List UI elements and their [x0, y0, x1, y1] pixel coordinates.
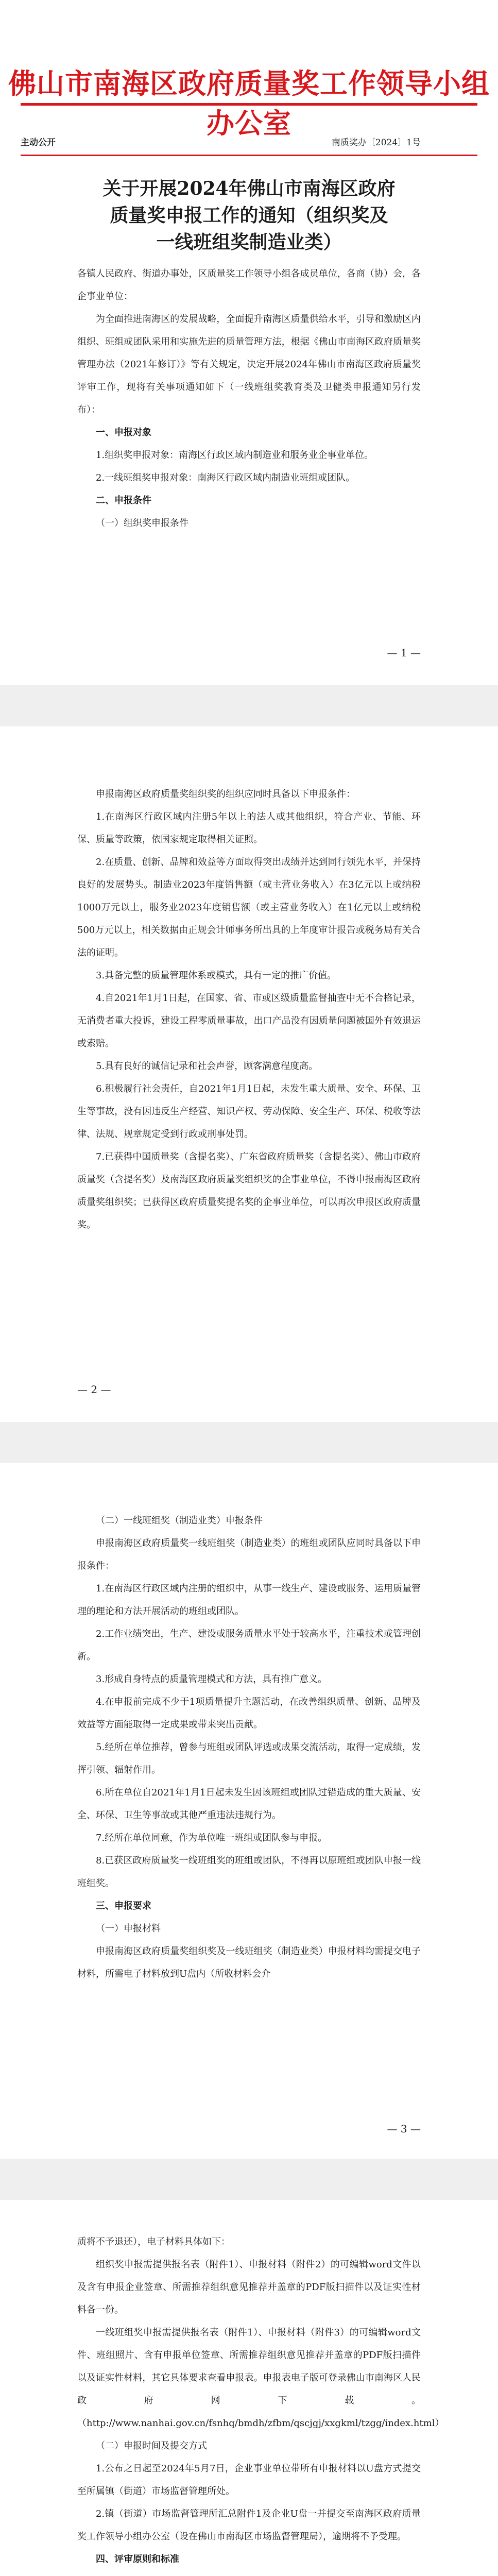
page-gap	[0, 685, 498, 726]
page-number: — 3 —	[387, 2123, 421, 2135]
subsection-heading: （二）申报时间及提交方式	[96, 2441, 207, 2451]
page-3	[0, 1463, 498, 2159]
paragraph: 为全面推进南海区的发展战略，全面提升南海区质量供给水平，引导和激励区内组织、班组或团队采用和实施先进的质量管理方法，根据《佛山市南海区政府质量奖管理办法（2021年修订）》等有关规定，决定开展2024年佛山市南海区政府质量奖评审工作，现将有关事项通知如下（一线班组奖教育类及卫健类申报通知另行发布）：	[77, 314, 421, 415]
paragraph: 1.在南海区行政区域内注册的组织中，从事一线生产、建设或服务、运用质量管理的理论和方法开展活动的班组或团队。	[77, 1583, 421, 1617]
red-divider-rule	[21, 155, 477, 156]
paragraph: 2.一线班组奖申报对象：南海区行政区域内制造业班组或团队。	[96, 472, 355, 483]
page-4-body	[77, 2231, 444, 2576]
page-number: — 2 —	[77, 1383, 111, 1396]
visibility-label: 主动公开	[21, 138, 56, 148]
page-2	[0, 726, 498, 1422]
page-2-body	[77, 783, 421, 1236]
notice-title-line: 关于开展2024年佛山市南海区政府	[102, 178, 396, 199]
section-heading: 一、申报对象	[96, 427, 151, 438]
paragraph: 一线班组奖申报需提供报名表（附件1）、申报材料（附件3）的可编辑word文件、班组照片、含有申报单位签章、所需推荐组织意见推荐并盖章的PDF版扫描件以及证实性材料，其它具体要求查看申报表。申报表电子版可登录佛山市南海区人民政府网下载。（http://www.nanhai.gov.cn/fsnhq/bmdh/zfbm/qscjgj/xxgkml/tzgg/index.html）	[77, 2327, 444, 2429]
page-gap	[0, 1422, 498, 1463]
page-3-body	[77, 1510, 421, 1986]
red-header-rule	[21, 103, 477, 106]
page-gap	[0, 2159, 498, 2200]
org-title: 佛山市南海区政府质量奖工作领导小组办公室	[8, 67, 490, 140]
paragraph: 申报南海区政府质量奖组织奖及一线班组奖（制造业类）申报材料均需提交电子材料，所需电子材料放到U盘内（所收材料会介	[77, 1946, 421, 1979]
paragraph: 3.形成自身特点的质量管理模式和方法，具有推广意义。	[96, 1674, 328, 1685]
paragraph: 8.已获区政府质量奖一线班组奖的班组或团队，不得再以原班组或团队申报一线班组奖。	[77, 1855, 421, 1889]
section-heading: 二、申报条件	[96, 495, 151, 506]
paragraph: 6.积极履行社会责任，自2021年1月1日起，未发生重大质量、安全、环保、卫生等事故，没有因违反生产经营、知识产权、劳动保障、安全生产、环保、税收等法律、法规、规章规定受到行政或刑事处罚。	[77, 1083, 421, 1140]
paragraph: 组织奖申报需提供报名表（附件1）、申报材料（附件2）的可编辑word文件以及含有申报企业签章、所需推荐组织意见推荐并盖章的PDF版扫描件以及证实性材料各一份。	[77, 2259, 421, 2315]
paragraph: 1.组织奖申报对象：南海区行政区域内制造业和服务业企事业单位。	[96, 450, 374, 461]
page-1	[0, 0, 498, 685]
notice-title-line: 一线班组奖制造业类）	[156, 231, 342, 253]
paragraph: 1.在南海区行政区域内注册5年以上的法人或其他组织，符合产业、节能、环保、质量等政策，依国家规定取得相关证照。	[77, 811, 421, 845]
paragraph: 申报南海区政府质量奖组织奖的组织应同时具备以下申报条件：	[96, 789, 355, 800]
paragraph: 4.自2021年1月1日起，在国家、省、市或区级质量监督抽查中无不合格记录，无消费者重大投诉，建设工程零质量事故，出口产品没有因质量问题被国外有效退运或索赔。	[77, 993, 421, 1049]
paragraph: 2.在质量、创新、品牌和效益等方面取得突出成绩并达到同行领先水平，并保持良好的发展势头。制造业2023年度销售额（或主营业务收入）在3亿元以上或纳税1000万元以上，服务业2023年度销售额（或主营业务收入）在1亿元以上或纳税500万元以上，相关数据由正规会计师事务所出具的上年度审计报告或税务局有关合法的证明。	[77, 857, 421, 958]
subsection-heading: （一）组织奖申报条件	[96, 518, 188, 529]
subsection-heading	[77, 2571, 421, 2576]
document-number: 南质奖办〔2024〕1号	[331, 138, 421, 148]
section-heading: 四、评审原则和标准	[96, 2554, 179, 2565]
page-4	[0, 2200, 498, 2576]
paragraph: 7.已获得中国质量奖（含提名奖）、广东省政府质量奖（含提名奖）、佛山市政府质量奖（含提名奖）及南海区政府质量奖组织奖的企事业单位，不得申报南海区政府质量奖组织奖；已获得区政府质量奖提名奖的企事业单位，可以再次申报区政府质量奖。	[77, 1151, 421, 1230]
paragraph: 申报南海区政府质量奖一线班组奖（制造业类）的班组或团队应同时具备以下申报条件：	[77, 1538, 421, 1571]
page-1-body	[77, 263, 421, 535]
notice-title	[0, 175, 498, 256]
paragraph: 2.镇（街道）市场监督管理所汇总附件1及企业U盘一并提交至南海区政府质量奖工作领导小组办公室（设在佛山市南海区市场监督管理局），逾期将不予受理。	[77, 2509, 421, 2542]
paragraph: 6.所在单位自2021年1月1日起未发生因该班组或团队过错造成的重大质量、安全、环保、卫生等事故或其他严重违法违规行为。	[77, 1787, 421, 1821]
paragraph: 5.经所在单位推荐，曾参与班组或团队评选或成果交流活动，取得一定成绩，发挥引领、辐射作用。	[77, 1742, 421, 1775]
paragraph: 质将不予退还），电子材料具体如下：	[77, 2236, 230, 2247]
page-number: — 1 —	[387, 647, 421, 659]
paragraph: 3.具备完整的质量管理体系或模式，具有一定的推广价值。	[96, 970, 337, 981]
salutation: 各镇人民政府、街道办事处，区质量奖工作领导小组各成员单位，各商（协）会，各企事业单位：	[77, 268, 421, 302]
notice-title-line: 质量奖申报工作的通知（组织奖及	[110, 205, 388, 226]
paragraph: 2.工作业绩突出，生产、建设或服务质量水平处于较高水平，注重技术或管理创新。	[77, 1629, 421, 1662]
paragraph: 4.在申报前完成不少于1项质量提升主题活动，在改善组织质量、创新、品牌及效益等方面能取得一定成果或带来突出贡献。	[77, 1697, 421, 1730]
paragraph: 1.公布之日起至2024年5月7日，企业事业单位带所有申报材料以U盘方式提交至所属镇（街道）市场监督管理所处。	[77, 2463, 421, 2497]
paragraph: 7.经所在单位同意，作为单位唯一班组或团队参与申报。	[96, 1833, 328, 1843]
subsection-heading: （一）申报材料	[96, 1923, 161, 1934]
section-heading: 三、申报要求	[96, 1901, 151, 1911]
subsection-heading: （二）一线班组奖（制造业类）申报条件	[96, 1515, 263, 1526]
paragraph: 5.具有良好的诚信记录和社会声誉，顾客满意程度高。	[96, 1061, 318, 1072]
